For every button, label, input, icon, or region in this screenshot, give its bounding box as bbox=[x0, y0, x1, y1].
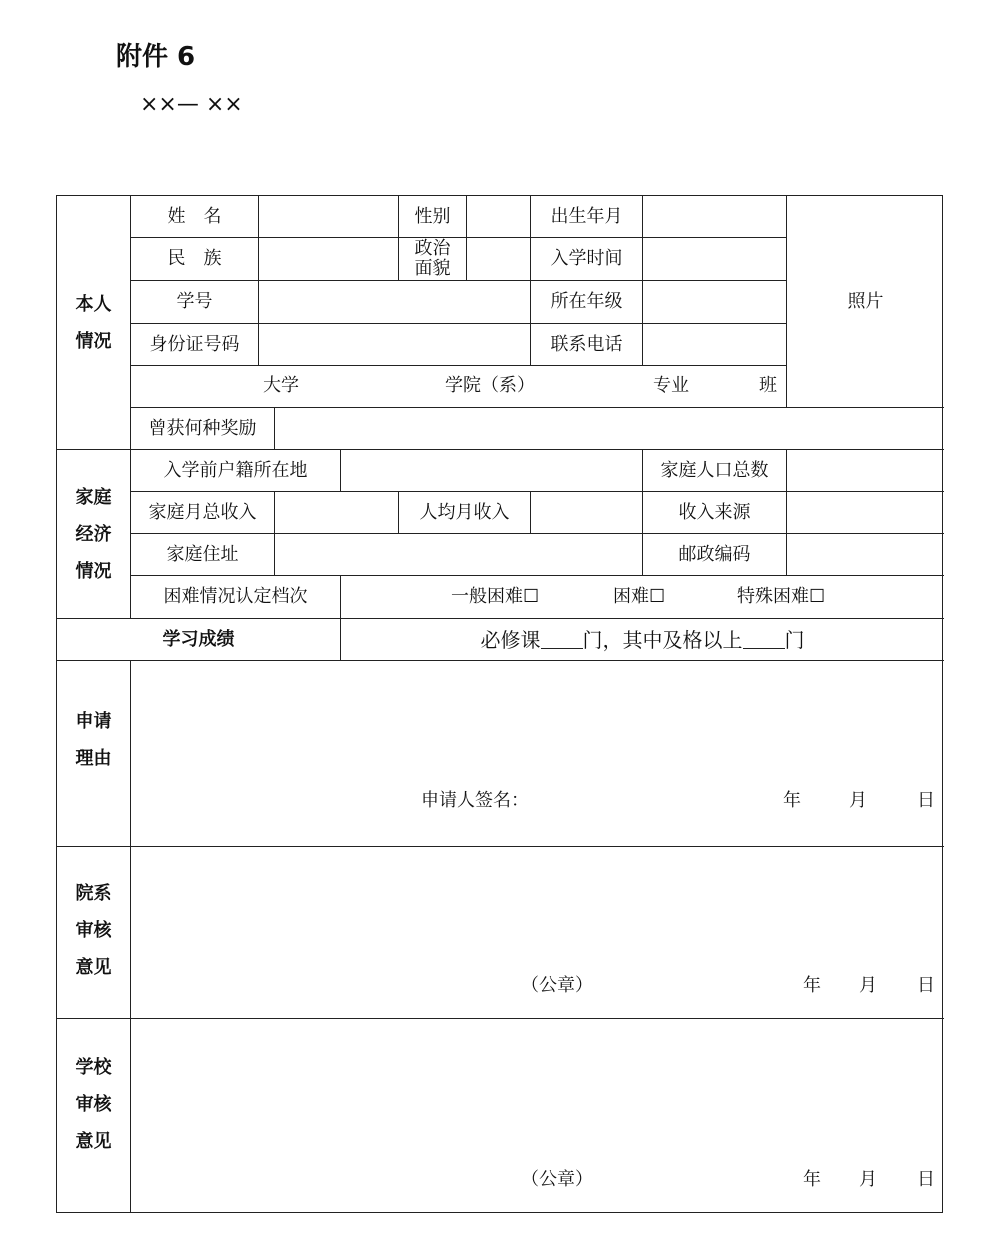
phone-label: 联系电话 bbox=[531, 324, 643, 366]
application-form bbox=[56, 195, 943, 1213]
hukou-label: 入学前户籍所在地 bbox=[131, 450, 341, 492]
monthly-income-label: 家庭月总收入 bbox=[131, 492, 275, 534]
ethnicity-field[interactable] bbox=[259, 238, 399, 281]
document-number: ××— ×× bbox=[140, 92, 243, 117]
required-courses-text: 必修课 bbox=[480, 627, 541, 652]
hukou-field[interactable] bbox=[341, 450, 643, 492]
section-application-reason: 申请 理由 bbox=[57, 661, 131, 847]
section-personal: 本人 情况 bbox=[57, 196, 131, 450]
id-card-label: 身份证号码 bbox=[131, 324, 259, 366]
difficulty-level-label: 困难情况认定档次 bbox=[131, 576, 341, 619]
applicant-signature-label: 申请人签名： bbox=[421, 790, 529, 811]
monthly-income-field[interactable] bbox=[275, 492, 399, 534]
class-label: 班 bbox=[759, 375, 777, 396]
department-review-field[interactable] bbox=[131, 847, 944, 1019]
household-size-field[interactable] bbox=[787, 450, 944, 492]
option-special-difficulty[interactable]: 特殊困难☐ bbox=[737, 586, 826, 607]
postcode-label: 邮政编码 bbox=[643, 534, 787, 576]
courses-unit-text: 门 bbox=[784, 627, 805, 652]
school-review-field[interactable] bbox=[131, 1019, 944, 1212]
difficulty-options bbox=[341, 576, 944, 619]
gender-field[interactable] bbox=[467, 196, 531, 238]
enroll-date-label: 入学时间 bbox=[531, 238, 643, 281]
year-label: 年 bbox=[803, 1169, 821, 1190]
day-label: 日 bbox=[917, 790, 935, 811]
household-size-label: 家庭人口总数 bbox=[643, 450, 787, 492]
section-department-review: 院系 审核 意见 bbox=[57, 847, 131, 1019]
attachment-title: 附件 6 bbox=[116, 42, 196, 72]
department-seal-label: （公章） bbox=[521, 975, 593, 996]
major-label: 专业 bbox=[653, 375, 689, 396]
phone-field[interactable] bbox=[643, 324, 787, 366]
income-source-label: 收入来源 bbox=[643, 492, 787, 534]
month-label: 月 bbox=[859, 975, 877, 996]
student-id-field[interactable] bbox=[259, 281, 531, 324]
option-difficulty[interactable]: 困难☐ bbox=[613, 586, 666, 607]
name-label: 姓 名 bbox=[131, 196, 259, 238]
birth-field[interactable] bbox=[643, 196, 787, 238]
passed-count-blank[interactable] bbox=[743, 630, 785, 649]
birth-label: 出生年月 bbox=[531, 196, 643, 238]
section-school-review: 学校 审核 意见 bbox=[57, 1019, 131, 1212]
income-source-field[interactable] bbox=[787, 492, 944, 534]
enroll-date-field[interactable] bbox=[643, 238, 787, 281]
university-label: 大学 bbox=[263, 375, 299, 396]
month-label: 月 bbox=[849, 790, 867, 811]
political-status-field[interactable] bbox=[467, 238, 531, 281]
ethnicity-label: 民 族 bbox=[131, 238, 259, 281]
grade-level-field[interactable] bbox=[643, 281, 787, 324]
student-id-label: 学号 bbox=[131, 281, 259, 324]
gender-label: 性别 bbox=[399, 196, 467, 238]
required-count-blank[interactable] bbox=[541, 630, 583, 649]
college-label: 学院（系） bbox=[445, 375, 535, 396]
year-label: 年 bbox=[803, 975, 821, 996]
awards-field[interactable] bbox=[275, 408, 944, 450]
address-field[interactable] bbox=[275, 534, 643, 576]
address-label: 家庭住址 bbox=[131, 534, 275, 576]
grade-level-label: 所在年级 bbox=[531, 281, 643, 324]
per-capita-income-label: 人均月收入 bbox=[399, 492, 531, 534]
postcode-field[interactable] bbox=[787, 534, 944, 576]
year-label: 年 bbox=[783, 790, 801, 811]
university-row[interactable] bbox=[131, 366, 787, 408]
school-seal-label: （公章） bbox=[521, 1169, 593, 1190]
awards-label: 曾获何种奖励 bbox=[131, 408, 275, 450]
day-label: 日 bbox=[917, 975, 935, 996]
grades-label: 学习成绩 bbox=[57, 619, 341, 661]
political-status-label: 政治 面貌 bbox=[399, 238, 467, 281]
id-card-field[interactable] bbox=[259, 324, 531, 366]
application-reason-field[interactable] bbox=[131, 661, 944, 847]
name-field[interactable] bbox=[259, 196, 399, 238]
grades-field[interactable] bbox=[341, 619, 944, 661]
option-general-difficulty[interactable]: 一般困难☐ bbox=[451, 586, 540, 607]
month-label: 月 bbox=[859, 1169, 877, 1190]
day-label: 日 bbox=[917, 1169, 935, 1190]
passed-courses-text: 门，其中及格以上 bbox=[582, 627, 743, 652]
section-family: 家庭 经济 情况 bbox=[57, 450, 131, 619]
photo-box[interactable]: 照片 bbox=[787, 196, 944, 408]
per-capita-income-field[interactable] bbox=[531, 492, 643, 534]
